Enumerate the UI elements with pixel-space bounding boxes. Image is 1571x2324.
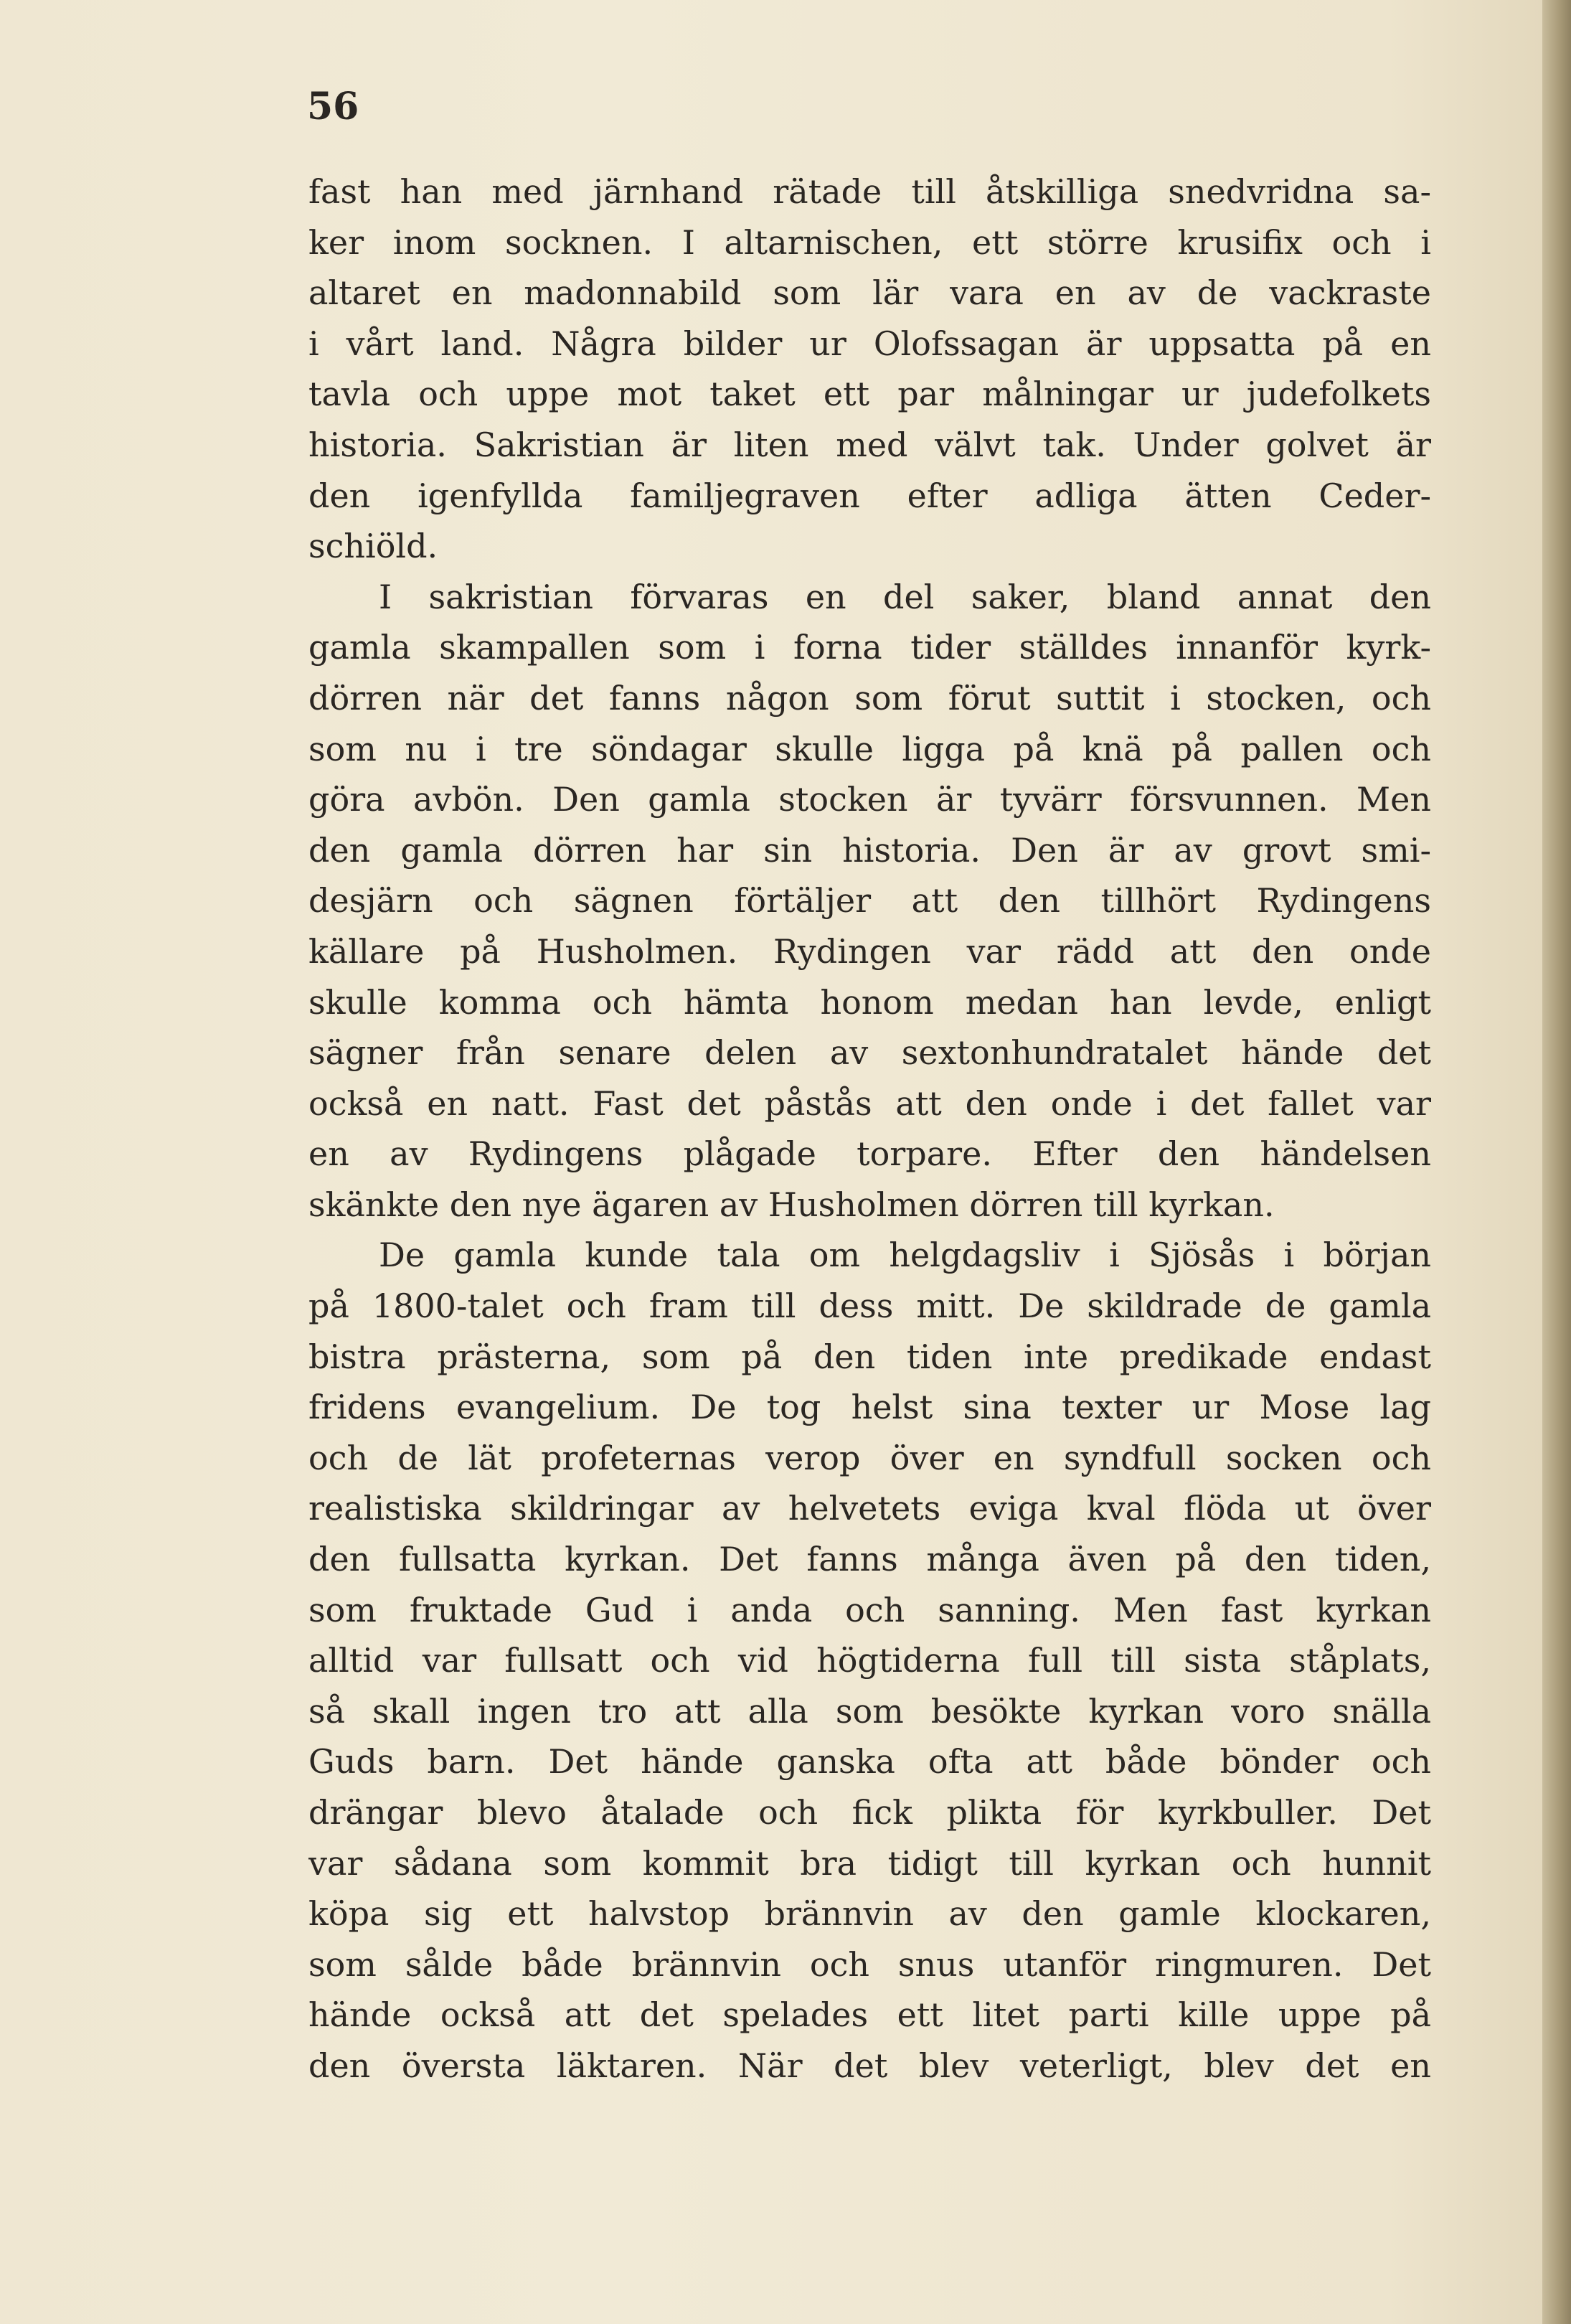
text-line: som sålde både brännvin och snus utanför ringmuren. Det [308,1944,1431,1984]
text-line: hände också att det spelades ett litet parti kille uppe på [308,1995,1431,2035]
text-line: De gamla kunde tala om helgdagsliv i Sjösås i början [379,1236,1431,1275]
text-line: skänkte den nye ägaren av Husholmen dörren till kyrkan. [308,1185,1275,1224]
text-line: köpa sig ett halvstop brännvin av den gamle klockaren, [308,1894,1431,1934]
text-line: och de lät profeternas verop över en syndfull socken och [308,1438,1431,1477]
text-line: var sådana som kommit bra tidigt till kyrkan och hunnit [308,1843,1431,1883]
text-line: som nu i tre söndagar skulle ligga på knä på pallen och [308,729,1431,768]
text-line: göra avbön. Den gamla stocken är tyvärr försvunnen. Men [308,780,1431,819]
text-line: Guds barn. Det hände ganska ofta att både bönder och [308,1742,1431,1782]
page-number: 56 [307,85,359,128]
text-line: realistiska skildringar av helvetets eviga kval flöda ut över [308,1489,1431,1528]
text-line: så skall ingen tro att alla som besökte kyrkan voro snälla [308,1691,1431,1731]
text-line: i vårt land. Några bilder ur Olofssagan är uppsatta på en [308,324,1431,363]
text-line: den gamla dörren har sin historia. Den är av grovt smi- [308,830,1431,870]
text-line: fridens evangelium. De tog helst sina texter ur Mose lag [308,1388,1431,1427]
text-line: gamla skampallen som i forna tider ställdes innanför kyrk- [308,628,1431,667]
text-line: en av Rydingens plågade torpare. Efter den händelsen [308,1134,1431,1174]
body-text [308,166,1431,2092]
text-line: fast han med järnhand rätade till åtskilliga snedvridna sa- [308,172,1431,211]
text-line: bistra prästerna, som på den tiden inte predikade endast [308,1337,1431,1376]
text-line: källare på Husholmen. Rydingen var rädd att den onde [308,931,1431,971]
text-line: sägner från senare delen av sextonhundratalet hände det [308,1033,1431,1073]
text-line: den igenfyllda familjegraven efter adliga ätten Ceder- [308,476,1431,515]
text-line: som fruktade Gud i anda och sanning. Men fast kyrkan [308,1590,1431,1629]
text-line: desjärn och sägnen förtäljer att den tillhört Rydingens [308,881,1431,921]
text-line: altaret en madonnabild som lär vara en av de vackraste [308,273,1431,313]
text-line: drängar blevo åtalade och fick plikta för kyrkbuller. Det [308,1793,1431,1832]
text-line: på 1800-talet och fram till dess mitt. De skildrade de gamla [308,1286,1431,1326]
text-line: den översta läktaren. När det blev veterligt, blev det en [308,2046,1431,2085]
text-line: historia. Sakristian är liten med välvt tak. Under golvet är [308,425,1431,464]
text-line: den fullsatta kyrkan. Det fanns många även på den tiden, [308,1540,1431,1579]
text-line: skulle komma och hämta honom medan han levde, enligt [308,982,1431,1022]
text-line: alltid var fullsatt och vid högtiderna full till sista ståplats, [308,1641,1431,1680]
text-line: också en natt. Fast det påstås att den onde i det fallet var [308,1083,1431,1123]
text-line: I sakristian förvaras en del saker, bland annat den [379,577,1431,616]
text-line: ker inom socknen. I altarnischen, ett större krusifix och i [308,222,1431,262]
text-line: dörren när det fanns någon som förut suttit i stocken, och [308,678,1431,718]
page-edge-shadow [1542,0,1571,2324]
text-line: schiöld. [308,527,438,566]
text-line: tavla och uppe mot taket ett par målningar ur judefolkets [308,375,1431,414]
